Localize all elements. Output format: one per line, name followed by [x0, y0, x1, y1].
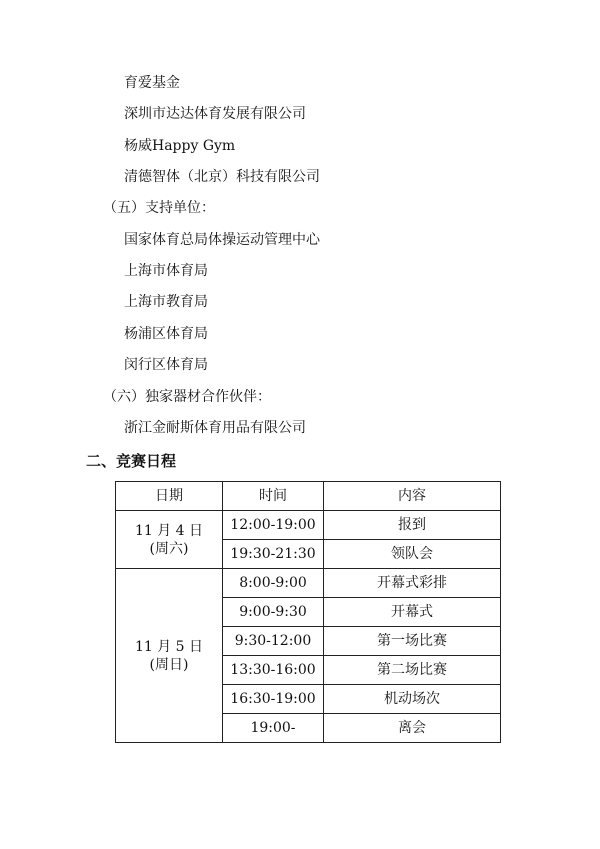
schedule-section-title: 二、竞赛日程	[86, 452, 177, 470]
content-cell: 开幕式	[324, 598, 501, 627]
content-cell: 机动场次	[324, 685, 501, 714]
time-cell: 9:30-12:00	[223, 627, 324, 656]
equipment-partner-heading: （六）独家器材合作伙伴：	[103, 389, 271, 405]
date-cell	[116, 511, 223, 569]
header-date: 日期	[116, 482, 223, 511]
weekday-label: (周日)	[149, 656, 189, 673]
support-unit-item: 上海市教育局	[124, 294, 208, 310]
time-cell: 19:00-	[223, 714, 324, 743]
sponsor-item: 深圳市达达体育发展有限公司	[124, 106, 306, 122]
support-unit-item: 国家体育总局体操运动管理中心	[124, 232, 320, 248]
table-row	[116, 569, 501, 598]
content-cell: 开幕式彩排	[324, 569, 501, 598]
table-row	[116, 511, 501, 540]
time-cell: 13:30-16:00	[223, 656, 324, 685]
sponsor-item: 杨威Happy Gym	[124, 138, 236, 154]
schedule-header-row	[116, 482, 501, 511]
content-cell: 报到	[324, 511, 501, 540]
date-label: 11 月 4 日	[134, 522, 204, 539]
time-cell: 8:00-9:00	[223, 569, 324, 598]
content-cell: 第二场比赛	[324, 656, 501, 685]
sponsor-item: 育爱基金	[124, 75, 180, 91]
weekday-label: (周六)	[149, 540, 189, 557]
date-label: 11 月 5 日	[134, 638, 204, 655]
time-cell: 19:30-21:30	[223, 540, 324, 569]
support-unit-item: 杨浦区体育局	[124, 326, 208, 342]
date-cell	[116, 569, 223, 743]
time-cell: 16:30-19:00	[223, 685, 324, 714]
sponsor-item: 清德智体（北京）科技有限公司	[124, 169, 320, 185]
support-unit-item: 闵行区体育局	[124, 357, 208, 373]
content-cell: 第一场比赛	[324, 627, 501, 656]
content-cell: 领队会	[324, 540, 501, 569]
time-cell: 9:00-9:30	[223, 598, 324, 627]
time-cell: 12:00-19:00	[223, 511, 324, 540]
header-content: 内容	[324, 482, 501, 511]
content-cell: 离会	[324, 714, 501, 743]
support-units-heading: （五）支持单位：	[103, 200, 215, 216]
header-time: 时间	[223, 482, 324, 511]
schedule-table	[115, 481, 501, 743]
support-unit-item: 上海市体育局	[124, 263, 208, 279]
equipment-partner-item: 浙江金耐斯体育用品有限公司	[124, 420, 306, 436]
